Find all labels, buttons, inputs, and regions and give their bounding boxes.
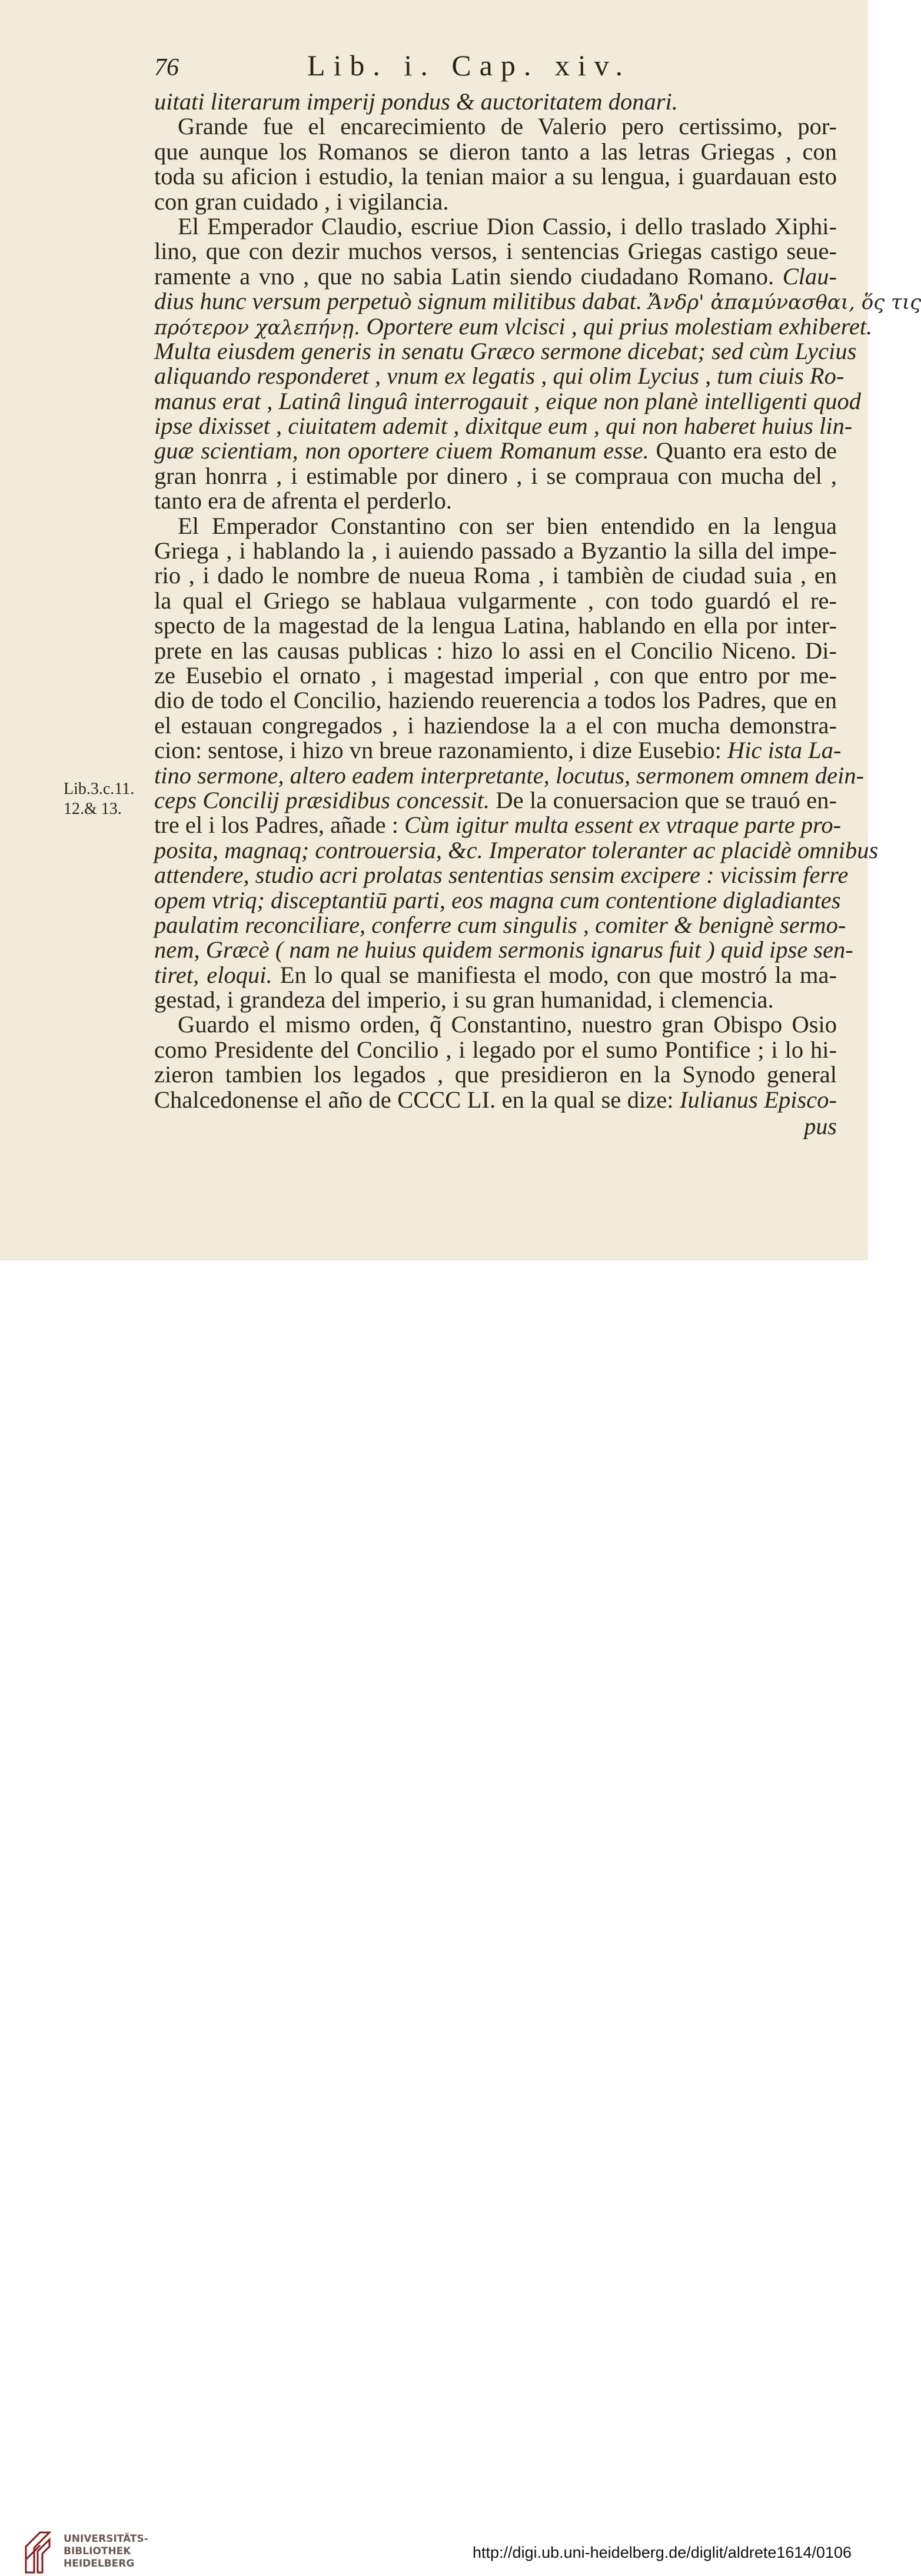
catchword: pus [804,1113,837,1140]
spanish-text: como Presidente del Concilio , i legado por el sumo Pontifice ; i lo hi- [154,1036,837,1063]
text-line [154,886,841,913]
text-line [154,639,837,663]
latin-quote: ipse dixisset , ciuitatem ademit , dixitque eum , qui non haberet huius lin- [154,413,853,440]
text-line [154,713,837,738]
spanish-text: Grande fue el encarecimiento de Valerio pero certissimo, por- [178,113,837,140]
text-line [154,514,837,539]
text-line [154,1038,837,1062]
text-line [154,613,837,638]
text-line [154,862,849,889]
text-line [154,688,837,713]
text-line [154,387,862,414]
text-line [154,164,837,189]
text-line [154,1012,837,1037]
text-line [154,563,837,588]
text-line [154,663,837,688]
spanish-text: El Emperador Claudio, escriue Dion Cassio, i dello traslado Xiphi- [178,212,837,240]
spanish-text: rio , i dado le nombre de nueua Roma , i tambièn de ciudad suia , en [154,562,837,589]
text-line [154,337,857,364]
text-line [154,264,837,289]
latin-quote: Oportere eum vlcisci , qui prius molestiam exhiberet. [366,313,873,340]
spanish-text: gestad, i grandeza del imperio, i su gran humanidad, i clemencia. [154,986,774,1013]
text-line [154,190,837,214]
spanish-text: Quanto era esto de [656,437,837,464]
footer-bar [0,1259,868,2570]
text-line [154,936,853,963]
spanish-text: dio de todo el Concilio, haziendo reuerencia a todos los Padres, que en [154,687,837,714]
text-line [154,214,837,239]
spanish-text: Griega , i hablando la , i auiendo passado a Byzantio la silla del impe- [154,537,837,564]
spanish-text: De la conuersacion que se trauó en- [496,786,837,813]
spanish-text: que aunque los Romanos se dieron tanto a las letras Griegas , con [154,138,837,165]
spanish-text: tanto era de afrenta el perderlo. [154,487,452,514]
margin-note-line: Lib.3.c.11. [64,780,135,798]
margin-note [64,779,152,819]
spanish-text: El Emperador Constantino con ser bien entendido en la lengua [178,512,837,539]
spanish-text: gran honrra , i estimable por dinero , i se compraua con mucha del , [154,462,837,489]
latin-quote: tiret, eloqui. [154,961,280,988]
running-head [154,48,837,89]
latin-quote: guæ scientiam, non oportere ciuem Romanum esse. [154,437,656,464]
text-line [154,313,873,340]
text-line [154,589,837,613]
latin-quote: dius hunc versum perpetuò signum militibus dabat. [154,288,649,315]
spanish-text: ramente a vno , que no sabia Latin siendo ciudadano Romano. [154,262,783,290]
text-line [154,139,837,164]
spanish-text: tre el i los Padres, añade : [154,812,405,839]
text-line [154,239,837,264]
latin-quote: Cùm igitur multa essent ex vtraque parte pro- [404,812,842,839]
permalink-url[interactable]: http://digi.ub.uni-heidelberg.de/diglit/aldrete1614/0106 [473,2544,852,2561]
text-line [154,911,846,938]
text-line [154,1062,837,1087]
text-line [154,438,837,463]
latin-quote: posita, magnaq; controuersia, &c. Imperator toleranter ac placidè omnibus [154,836,879,863]
margin-note-line: 12.& 13. [64,800,122,818]
latin-quote: Hic ista La- [727,737,842,764]
latin-quote: Multa eiusdem generis in senatu Græco sermone dicebat; sed cùm Lycius [154,337,857,364]
spanish-text: ze Eusebio el ornato , i magestad imperial , con que entro por me- [154,662,837,689]
page-number: 76 [154,54,179,81]
text-line [154,363,844,390]
latin-quote: paulatim reconciliare, conferre cum singulis , comiter & benignè sermo- [154,911,846,938]
chapter-heading: Lib. i. Cap. xiv. [307,49,631,82]
text-line [154,836,879,863]
book-page [0,0,921,1259]
greek-quote: πρότερον χαλεπήνῃ. [154,315,367,340]
institution-name: UNIVERSITÄTS- BIBLIOTHEK HEIDELBERG [64,2533,148,2570]
text-line [154,539,837,563]
latin-quote: aliquando responderet , vnum ex legatis , qui olim Lycius , tum ciuis Ro- [154,363,844,390]
text-line [154,89,837,114]
spanish-text: Chalcedonense el año de CCCC LI. en la qual se dize: [154,1086,680,1113]
text-line [154,114,837,139]
text-line [154,488,837,513]
spanish-text: En lo qual se manifiesta el modo, con que mostró la ma- [280,961,837,988]
latin-quote: attendere, studio acri prolatas sententias sensim excipere : vicissim ferre [154,862,849,889]
text-body [154,88,921,1113]
text-line [154,762,865,789]
library-logo-icon [22,2529,53,2576]
latin-quote: tino sermone, altero eadem interpretante, locutus, sermonem omnem dein- [154,762,865,789]
text-line [154,788,837,813]
latin-quote: Clau- [782,262,837,290]
latin-quote: Iulianus Episco- [680,1086,837,1113]
latin-quote: nem, Græcè ( nam ne huius quidem sermonis ignarus fuit ) quid ipse sen- [154,936,853,963]
text-line [154,812,842,839]
spanish-text: la qual el Griego se hablaua vulgarmente , con todo guardó el re- [154,587,837,614]
page-content [154,48,921,1140]
spanish-text: specto de la magestad de la lengua Latina, hablando en ella por inter- [154,612,837,639]
latin-quote: ceps Concilij præsidibus concessit. [154,786,496,813]
text-line [154,988,837,1012]
text-line [154,737,842,764]
text-line [154,1088,837,1112]
text-line [154,413,853,440]
spanish-text: cion: sentose, i hizo vn breue razonamiento, i dize Eusebio: [154,737,727,764]
latin-quote: opem vtriq; disceptantiū parti, eos magna cum contentione digladiantes [154,886,841,913]
spanish-text: Guardo el mismo orden, q̃ Constantino, nuestro gran Obispo Osio [178,1011,837,1038]
spanish-text: lino, que con dezir muchos versos, i sentencias Griegas castigo seue- [154,238,837,265]
text-line [154,963,837,988]
latin-quote: manus erat , Latinâ linguâ interrogauit , eique non planè intelligenti quod [154,387,862,414]
greek-quote: Ἄνδρ' ἀπαμύνασθαι, ὅς τις [648,291,921,315]
spanish-text: prete en las causas publicas : hizo lo assi en el Concilio Niceno. Di- [154,637,837,664]
spanish-text: zieron tambien los legados , que presidieron en la Synodo general [154,1061,837,1088]
text-line [154,464,837,488]
text-line [154,288,921,315]
latin-quote: uitati literarum imperij pondus & auctoritatem donari. [154,88,678,115]
spanish-text: con gran cuidado , i vigilancia. [154,188,449,215]
spanish-text: toda su aficion i estudio, la tenian maior a su lengua, i guardauan esto [154,163,837,190]
spanish-text: el estauan congregados , i haziendose la a el con mucha demonstra- [154,712,837,739]
